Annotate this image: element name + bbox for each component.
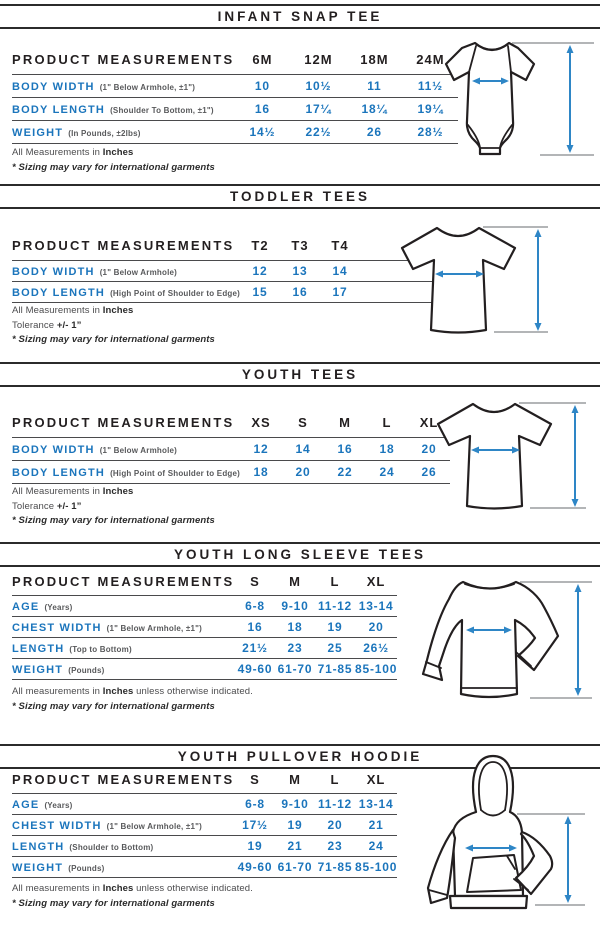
footnote [12, 334, 215, 345]
measurement-value: 61-70 [275, 856, 315, 877]
long-sleeve-tee-illustration [408, 574, 598, 714]
size-column-header: M [324, 409, 366, 437]
measurement-value: 22 [324, 460, 366, 483]
measurement-row [12, 120, 458, 143]
measurement-value: 13 [280, 260, 320, 281]
size-column-header: XL [355, 767, 397, 793]
measurement-value: 85-100 [355, 856, 397, 877]
section-header-infant-snap-tee [0, 4, 600, 29]
size-column-header: M [275, 568, 315, 595]
size-column-header: T3 [280, 232, 320, 260]
size-column-header: M [275, 767, 315, 793]
measurement-label: BODY WIDTH [12, 443, 95, 456]
section-title: YOUTH LONG SLEEVE TEES [173, 547, 427, 562]
measurement-value: 14 [320, 260, 360, 281]
measurement-value: 61-70 [275, 658, 315, 679]
measurement-label-cell [12, 856, 235, 877]
measurement-value: 14 [282, 437, 324, 460]
measurement-note: (1" Below Armhole, ±1") [106, 623, 202, 633]
footnote-text: All measurements in [12, 686, 103, 697]
measurement-row [12, 856, 397, 877]
measurement-value: 12 [240, 437, 282, 460]
product-measurements-header: PRODUCT MEASUREMENTS [12, 46, 234, 74]
measurement-label-cell [12, 814, 235, 835]
measurement-value: 18 [366, 437, 408, 460]
footnote-text: All Measurements in [12, 147, 103, 158]
section-title: TODDLER TEES [229, 189, 370, 204]
product-measurements-header: PRODUCT MEASUREMENTS [12, 232, 240, 260]
measurement-value: 12 [240, 260, 280, 281]
measurement-value: 49-60 [235, 856, 275, 877]
measurement-row [12, 658, 397, 679]
garment-outline [423, 582, 558, 697]
table-header-row [12, 767, 397, 793]
measurement-label-cell [12, 74, 234, 97]
size-column-header: L [366, 409, 408, 437]
measurement-row [12, 260, 442, 281]
length-arrow [565, 816, 572, 903]
measurement-note: (Shoulder to Bottom) [69, 842, 154, 852]
table-header-row [12, 409, 450, 437]
hoodie-illustration [413, 748, 598, 926]
measurement-value: 18 [275, 616, 315, 637]
measurement-value: 16 [280, 281, 320, 302]
measurement-note: (Shoulder To Bottom, ±1") [110, 105, 214, 115]
footnote-text: Inches [102, 305, 134, 316]
footnote-text: Tolerance [12, 500, 57, 512]
footnote-text: unless otherwise indicated. [133, 883, 253, 894]
measurement-row [12, 97, 458, 120]
footnote-text: All Measurements in [12, 486, 103, 497]
footnote-text: Inches [102, 486, 134, 497]
measurement-label: LENGTH [12, 840, 65, 853]
measurement-row [12, 814, 397, 835]
size-column-header: XL [355, 568, 397, 595]
section-title: YOUTH TEES [241, 367, 359, 382]
measurement-note: (Top to Bottom) [69, 644, 132, 654]
measurement-value: 20 [408, 437, 450, 460]
measurement-note: (High Point of Shoulder to Edge) [110, 288, 241, 298]
measurement-label-cell [12, 120, 234, 143]
measurement-note: (1" Below Armhole, ±1") [99, 82, 196, 92]
measurement-value: 24 [366, 460, 408, 483]
footnote-text: All measurements in [12, 883, 103, 894]
size-column-header: L [315, 767, 355, 793]
measurement-value: 26 [408, 460, 450, 483]
footnote [12, 147, 215, 158]
measurement-value: 9-10 [275, 595, 315, 616]
footnote-text: * Sizing may vary for international garments [12, 897, 215, 909]
measurement-value: 71-85 [315, 658, 355, 679]
measurement-label-cell [12, 97, 234, 120]
measurement-label-cell [12, 460, 240, 483]
footnote [12, 305, 215, 316]
size-column-header: 24M [402, 46, 458, 74]
youth-hoodie-size-table [12, 767, 397, 878]
measurement-value: 11-12 [315, 793, 355, 814]
size-column-header: S [235, 568, 275, 595]
size-column-header: T4 [320, 232, 360, 260]
measurement-row [12, 437, 450, 460]
measurement-value: 21 [275, 835, 315, 856]
measurement-note: (1" Below Armhole, ±1") [106, 821, 202, 831]
measurement-row [12, 637, 397, 658]
length-arrow [575, 584, 582, 696]
measurement-value: 21½ [235, 637, 275, 658]
size-column-header: 12M [290, 46, 346, 74]
measurement-label: CHEST WIDTH [12, 819, 102, 832]
footnote-text: * Sizing may vary for international garments [12, 515, 215, 526]
measurement-value: 20 [315, 814, 355, 835]
size-column-header: L [315, 568, 355, 595]
measurement-label: WEIGHT [12, 861, 64, 874]
measurement-row [12, 595, 397, 616]
measurement-value: 16 [235, 616, 275, 637]
garment-outline [402, 228, 515, 333]
measurement-label: BODY WIDTH [12, 265, 95, 278]
measurement-note: (Years) [44, 800, 73, 810]
measurement-value: 22½ [290, 120, 346, 143]
measurement-label-cell [12, 595, 235, 616]
size-column-header: 6M [234, 46, 290, 74]
measurement-row [12, 281, 442, 302]
measurement-label-cell [12, 637, 235, 658]
measurement-value: 14½ [234, 120, 290, 143]
measurement-value: 10 [234, 74, 290, 97]
measurement-value: 17 [320, 281, 360, 302]
table-header-row [12, 568, 397, 595]
measurement-row [12, 460, 450, 483]
footnote-text: Inches [102, 147, 134, 158]
footnote [12, 898, 253, 909]
measurement-label-cell [12, 616, 235, 637]
measurement-row [12, 616, 397, 637]
measurement-row [12, 835, 397, 856]
measurement-value: 28½ [402, 120, 458, 143]
measurement-value: 17½ [235, 814, 275, 835]
size-column-header: S [282, 409, 324, 437]
measurement-label: LENGTH [12, 642, 65, 655]
measurement-value: 85-100 [355, 658, 397, 679]
measurement-value: 20 [282, 460, 324, 483]
measurement-note: (1" Below Armhole) [99, 445, 178, 455]
section-header-youth-long-sleeve-tees [0, 542, 600, 567]
measurement-value: 18 [240, 460, 282, 483]
youth-long-sleeve-size-table [12, 568, 397, 680]
table-header-row [12, 232, 442, 260]
body-length-arrow [535, 229, 542, 331]
body-length-arrow [572, 405, 579, 507]
measurement-value: 18¼ [346, 97, 402, 120]
measurement-value: 23 [275, 637, 315, 658]
measurement-value: 21 [355, 814, 397, 835]
product-measurements-header: PRODUCT MEASUREMENTS [12, 409, 240, 437]
footnote [12, 515, 215, 526]
footnote-text: +/- 1” [56, 500, 82, 512]
measurement-label: BODY WIDTH [12, 80, 95, 93]
measurement-note: (1" Below Armhole) [99, 267, 178, 277]
footnote-text: * Sizing may vary for international garments [12, 161, 215, 173]
infant-snap-tee-size-table [12, 46, 458, 144]
size-column-header: XS [240, 409, 282, 437]
measurement-value: 19 [315, 616, 355, 637]
measurement-row [12, 74, 458, 97]
table-header-row [12, 46, 458, 74]
footnote [12, 883, 253, 894]
measurement-label: BODY LENGTH [12, 286, 106, 299]
measurement-value: 19 [275, 814, 315, 835]
footnotes [12, 686, 253, 715]
measurement-note: (Years) [44, 602, 73, 612]
measurement-value: 11½ [402, 74, 458, 97]
measurement-label: AGE [12, 798, 40, 811]
measurement-label-cell [12, 793, 235, 814]
measurement-note: (Pounds) [68, 863, 105, 873]
measurement-value: 11-12 [315, 595, 355, 616]
product-measurements-header: PRODUCT MEASUREMENTS [12, 568, 235, 595]
hem-band [450, 896, 527, 908]
measurement-label-cell [12, 281, 240, 302]
measurement-note: (Pounds) [68, 665, 105, 675]
toddler-tees-size-table [12, 232, 442, 303]
measurement-label-cell [12, 437, 240, 460]
size-column-header: 18M [346, 46, 402, 74]
footnotes [12, 305, 215, 349]
measurement-label-cell [12, 835, 235, 856]
measurement-label: BODY LENGTH [12, 466, 106, 479]
footnote [12, 162, 215, 173]
measurement-value: 71-85 [315, 856, 355, 877]
footnote-text: Inches [102, 686, 134, 697]
measurement-value: 6-8 [235, 793, 275, 814]
footnote [12, 501, 215, 512]
size-column-header: S [235, 767, 275, 793]
measurement-value: 13-14 [355, 793, 397, 814]
footnote-text: +/- 1” [56, 319, 82, 331]
footnote [12, 701, 253, 712]
measurement-note: (In Pounds, ±2lbs) [68, 128, 141, 138]
infant-bodysuit-illustration [428, 33, 600, 168]
footnote-text: unless otherwise indicated. [133, 686, 253, 697]
measurement-value: 49-60 [235, 658, 275, 679]
section-title: INFANT SNAP TEE [217, 9, 383, 24]
footnote-text: * Sizing may vary for international garments [12, 334, 215, 345]
measurement-note: (High Point of Shoulder to Edge) [110, 468, 241, 478]
measurement-value: 10½ [290, 74, 346, 97]
measurement-value: 26½ [355, 637, 397, 658]
garment-outline [446, 43, 534, 154]
measurement-label-cell [12, 658, 235, 679]
youth-tees-size-table [12, 409, 450, 484]
footnotes [12, 147, 215, 176]
toddler-tee-illustration [388, 216, 574, 345]
footnote-text: * Sizing may vary for international garments [12, 700, 215, 712]
footnote-text: All Measurements in [12, 305, 103, 316]
size-column-header: XL [408, 409, 450, 437]
footnote [12, 686, 253, 697]
measurement-value: 19 [235, 835, 275, 856]
measurement-value: 11 [346, 74, 402, 97]
measurement-value: 16 [324, 437, 366, 460]
measurement-value: 23 [315, 835, 355, 856]
measurement-value: 16 [234, 97, 290, 120]
measurement-label: AGE [12, 600, 40, 613]
section-header-youth-tees [0, 362, 600, 387]
measurement-label-cell [12, 260, 240, 281]
measurement-value: 15 [240, 281, 280, 302]
section-title: YOUTH PULLOVER HOODIE [177, 749, 423, 764]
measurement-value: 19¼ [402, 97, 458, 120]
measurement-label: WEIGHT [12, 126, 64, 139]
footnotes [12, 486, 215, 530]
footnote-text: Tolerance [12, 319, 57, 331]
footnotes [12, 883, 253, 912]
section-header-toddler-tees [0, 184, 600, 209]
measurement-value: 6-8 [235, 595, 275, 616]
measurement-value: 26 [346, 120, 402, 143]
measurement-value: 25 [315, 637, 355, 658]
body-length-arrow [567, 45, 574, 153]
measurement-label: CHEST WIDTH [12, 621, 102, 634]
measurement-row [12, 793, 397, 814]
kangaroo-pocket [467, 855, 521, 892]
footnote [12, 320, 215, 331]
footnote [12, 486, 215, 497]
product-measurements-header: PRODUCT MEASUREMENTS [12, 767, 235, 793]
size-column-header: T2 [240, 232, 280, 260]
measurement-value: 17¼ [290, 97, 346, 120]
measurement-value: 20 [355, 616, 397, 637]
measurement-label: WEIGHT [12, 663, 64, 676]
footnote-text: Inches [102, 883, 134, 894]
youth-tee-illustration [424, 392, 600, 521]
measurement-value: 24 [355, 835, 397, 856]
garment-outline [438, 404, 551, 509]
left-sleeve [428, 830, 455, 903]
measurement-label: BODY LENGTH [12, 103, 106, 116]
measurement-value: 13-14 [355, 595, 397, 616]
measurement-value: 9-10 [275, 793, 315, 814]
